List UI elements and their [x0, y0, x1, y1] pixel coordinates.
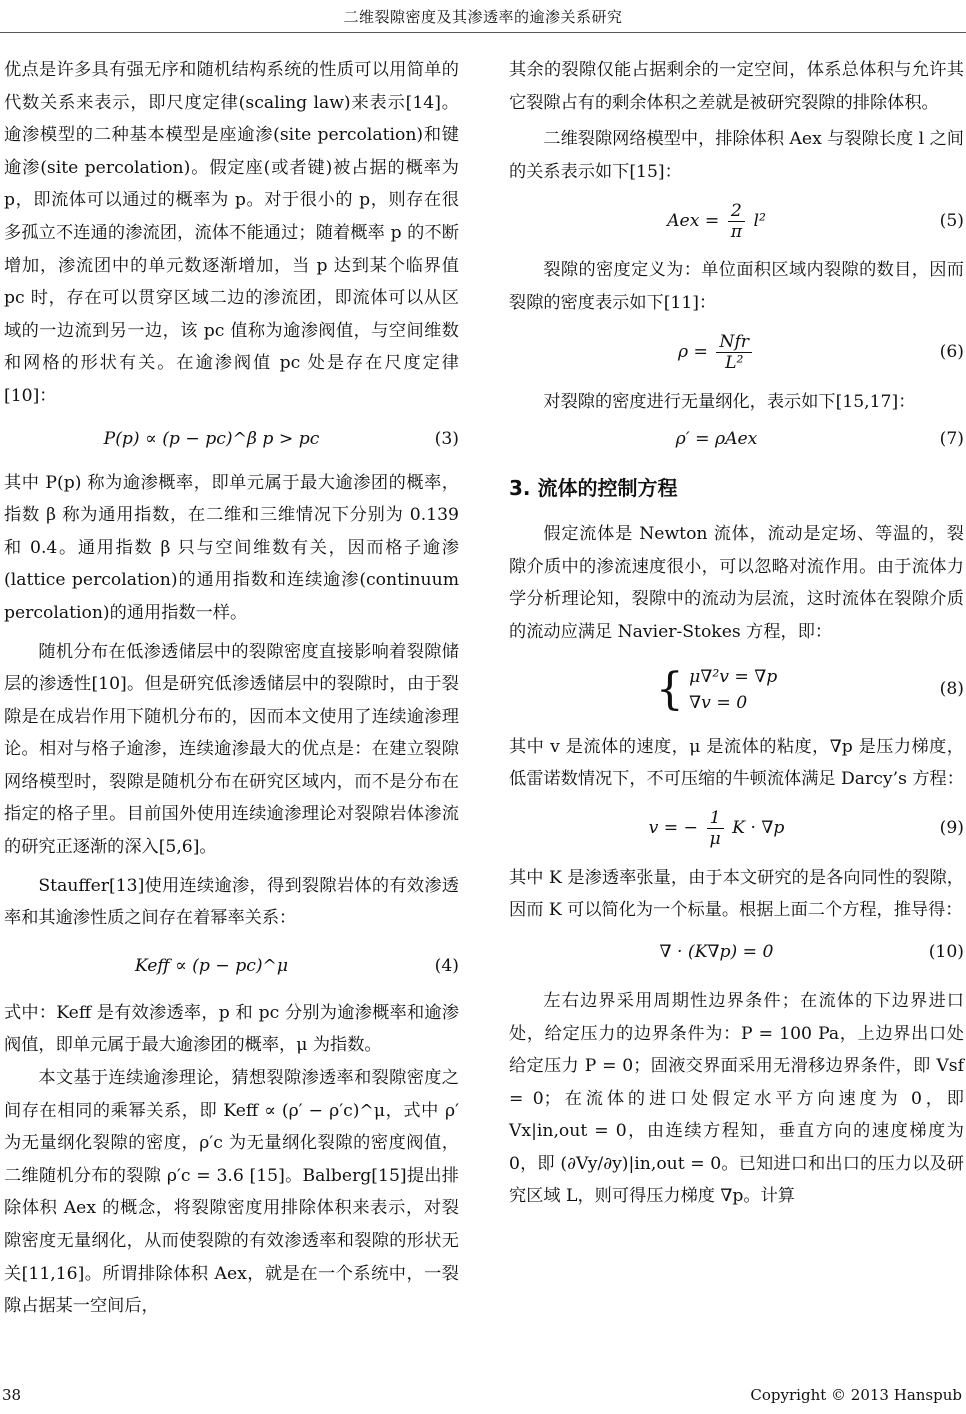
fraction [716, 332, 752, 373]
equation-8 [509, 649, 964, 731]
equation-lhs: v = − [648, 818, 699, 839]
equation-10 [509, 927, 964, 977]
fraction [707, 808, 724, 849]
left-column [4, 54, 459, 1323]
equation-7 [509, 418, 964, 460]
paragraph: 其中 P(p) 称为逾渗概率，即单元属于最大逾渗团的概率，指数 β 称为通用指数，在二维和三维情况下分别为 0.139 和 0.4。通用指数 β 只与空间维数有关，因而格子逾渗(lattice percolation)的通用指数和连续逾渗(continuum percolation)的通用指数一样。 [4, 472, 459, 623]
section-heading: 3. 流体的控制方程 [509, 476, 678, 501]
equation-number: (6) [939, 342, 964, 363]
paragraph: 二维裂隙网络模型中，排除体积 Aex 与裂隙长度 l 之间的关系表示如下[15]： [509, 129, 964, 182]
equation-3 [4, 413, 459, 467]
paragraph: 其余的裂隙仅能占据剩余的一定空间，体系总体积与允许其它裂隙占有的剩余体积之差就是被研究裂隙的排除体积。 [509, 60, 964, 113]
equation-number: (7) [939, 428, 964, 449]
equation-number: (3) [434, 429, 459, 450]
equation-lhs: ρ = [677, 342, 708, 363]
right-column [509, 54, 964, 1213]
fraction [728, 201, 745, 242]
header-rule [0, 32, 966, 33]
paragraph: 假定流体是 Newton 流体，流动是定场、等温的，裂隙介质中的渗流速度很小，可以忽略对流作用。由于流体力学分析理论知，裂隙中的流动为层流，这时流体在裂隙介质的流动应满足 Navier-Stokes 方程，即： [509, 524, 964, 642]
equation-system [689, 664, 777, 716]
equation-formula: ∇ · (K∇p) = 0 [659, 941, 774, 962]
equation-number: (10) [928, 941, 964, 962]
paragraph: 随机分布在低渗透储层中的裂隙密度直接影响着裂隙储层的渗透性[10]。但是研究低渗透储层中的裂隙时，由于裂隙是在成岩作用下随机分布的，因而本文使用了连续逾渗理论。相对与格子逾渗，连续逾渗最大的优点是：在建立裂隙网络模型时，裂隙是随机分布在研究区域内，而不是分布在指定的格子里。目前国外使用连续逾渗理论对裂隙岩体渗流的研究正逐渐的深入[5,6]。 [4, 641, 459, 858]
equation-formula [509, 808, 924, 849]
equation-rhs: K · ∇p [732, 818, 785, 839]
equation-5 [509, 188, 964, 254]
paragraph: 对裂隙的密度进行无量纲化，表示如下[15,17]： [543, 391, 916, 412]
equation-formula [509, 332, 924, 373]
left-brace-glyph: { [655, 663, 684, 715]
paragraph: Stauffer[13]使用连续逾渗，得到裂隙岩体的有效渗透率和其逾渗性质之间存在着幂率关系： [4, 875, 459, 929]
paragraph: 其中 K 是渗透率张量，由于本文研究的是各向同性的裂隙，因而 K 可以简化为一个标量。根据上面二个方程，推导得： [509, 867, 964, 921]
copyright-notice: Copyright © 2013 Hanspub [750, 1386, 962, 1404]
equation-formula: Keff ∝ (p − pc)^μ [134, 955, 289, 976]
paragraph: 左右边界采用周期性边界条件；在流体的下边界进口处，给定压力的边界条件为：P = 100 Pa，上边界出口处给定压力 P = 0；固液交界面采用无滑移边界条件，即 Vsf = 0；在流体的进口处假定水平方向速度为 0，即 Vx|in,out = 0，由连续方程知，垂直方向的速度梯度为 0，即 (∂Vy/∂y)|in,out = 0。已知进口和出口的压力以及研究区域 L，则可得压力梯度 ∇p。计算 [509, 990, 964, 1207]
fraction-numerator: 2 [728, 201, 745, 222]
paragraph: 式中：Keff 是有效渗透率，p 和 pc 分别为逾渗概率和逾渗阀值，即单元属于最大逾渗团的概率，μ 为指数。 [4, 1002, 459, 1056]
page-number: 38 [2, 1386, 22, 1404]
paragraph: 优点是许多具有强无序和随机结构系统的性质可以用简单的代数关系来表示，即尺度定律(scaling law)来表示[14]。逾渗模型的二种基本模型是座逾渗(site percolation)和键逾渗(site percolation)。假定座(或者键)被占据的概率为 p，即流体可以通过的概率为 p。对于很小的 p，则存在很多孤立不连通的渗流团，流体不能通过；随着概率 p 的不断增加，渗流团中的单元数逐渐增加，当 p 达到某个临界值 pc 时，存在可以贯穿区域二边的渗流团，即流体可以从区域的一边流到另一边，该 pc 值称为逾渗阀值，与空间维数和网格的形状有关。在逾渗阀值 pc 处是存在尺度定律[10]： [4, 60, 459, 406]
equation-line: ∇v = 0 [689, 692, 748, 713]
equation-rhs: l² [753, 210, 766, 231]
equation-4 [4, 935, 459, 997]
equation-6 [509, 320, 964, 386]
equation-formula: P(p) ∝ (p − pc)^β p > pc [103, 429, 320, 450]
fraction-denominator: L² [725, 353, 744, 374]
equation-formula: ρ′ = ρAex [675, 428, 758, 449]
equation-formula [509, 664, 924, 716]
fraction-denominator: π [730, 221, 743, 242]
equation-lhs: Aex = [667, 210, 720, 231]
equation-number: (5) [939, 211, 964, 232]
equation-formula [509, 201, 924, 242]
fraction-numerator: 1 [707, 808, 724, 829]
equation-9 [509, 796, 964, 862]
paragraph: 其中 v 是流体的速度，μ 是流体的粘度，∇p 是压力梯度，低雷诺数情况下，不可压缩的牛顿流体满足 Darcy’s 方程： [509, 736, 964, 790]
fraction-numerator: Nfr [716, 332, 752, 353]
paragraph: 本文基于连续逾渗理论，猜想裂隙渗透率和裂隙密度之间存在相同的乘幂关系，即 Keff ∝ (ρ′ − ρ′c)^μ，式中 ρ′ 为无量纲化裂隙的密度，ρ′c 为无量纲化裂隙的密度阀值，二维随机分布的裂隙 ρ′c = 3.6 [15]。Balberg[15]提出排除体积 Aex 的概念，将裂隙密度用排除体积来表示，对裂隙密度无量纲化，从而使裂隙的有效渗透率和裂隙的形状无关[11,16]。所谓排除体积 Aex，就是在一个系统中，一裂隙占据某一空间后， [4, 1068, 459, 1317]
equation-line: μ∇²v = ∇p [689, 666, 778, 687]
running-header: 二维裂隙密度及其渗透率的逾渗关系研究 [343, 8, 623, 26]
paragraph: 裂隙的密度定义为：单位面积区域内裂隙的数目，因而裂隙的密度表示如下[11]： [509, 260, 964, 313]
fraction-denominator: μ [709, 829, 721, 850]
equation-number: (9) [939, 818, 964, 839]
equation-number: (4) [434, 955, 459, 976]
equation-number: (8) [939, 679, 964, 700]
